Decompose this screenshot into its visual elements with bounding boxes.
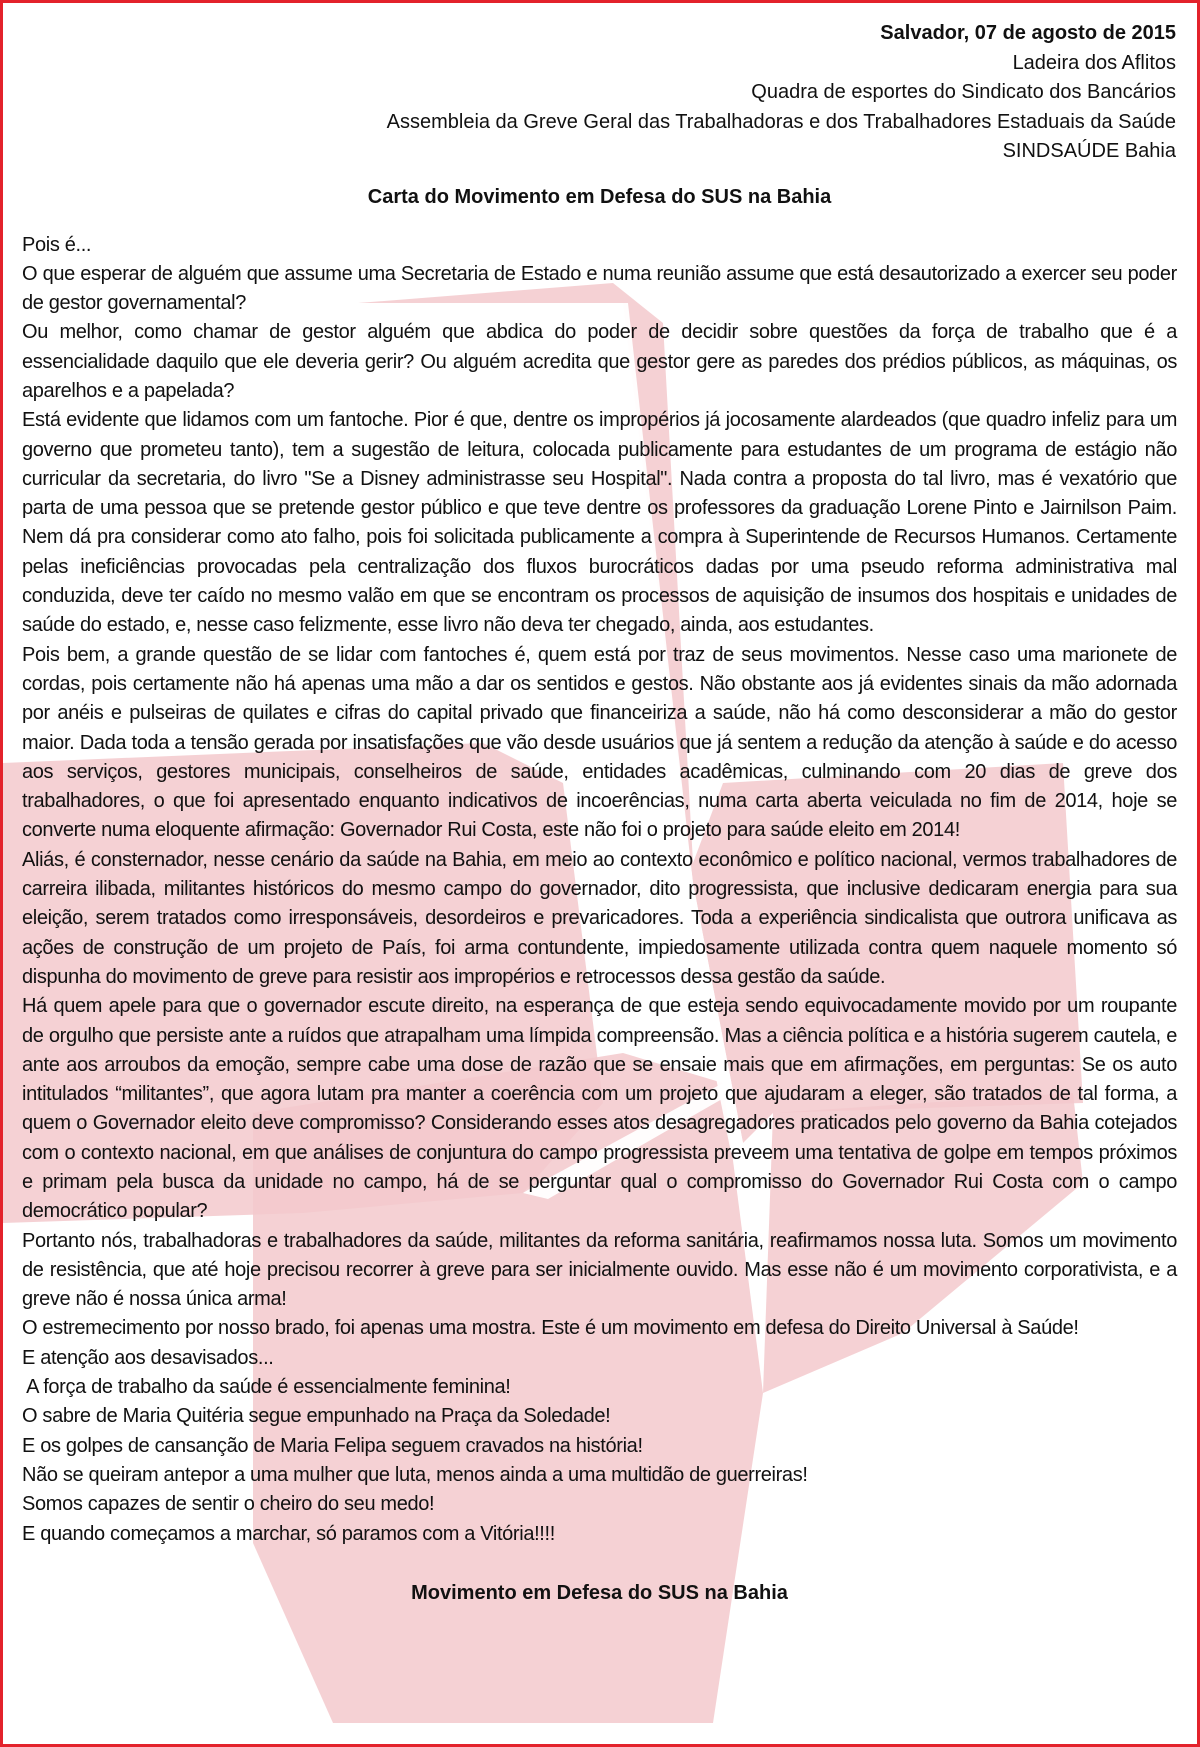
paragraph: O estremecimento por nosso brado, foi apenas uma mostra. Este é um movimento em defesa do Direito Universal à Saúde! xyxy=(22,1317,1079,1340)
paragraph: A força de trabalho da saúde é essencialmente feminina! xyxy=(22,1376,511,1399)
paragraph: Está evidente que lidamos com um fantoche. Pior é que, dentre os impropérios já jocosamente alardeados (que quadro infeliz para um governo que prometeu tanto), tem a sugestão de leitura, colocada publicamente para estudantes de um programa de estágio não curricular da secretaria, do livro "Se a Disney administrasse seu Hospital". Nada contra a proposta do tal livro, mas é vexatório que parta de uma pessoa que se pretende gestor público e que teve dentre os professores da graduação Lorene Pinto e Jairnilson Paim. Nem dá pra considerar como ato falho, pois foi solicitada publicamente a compra à Superintende de Recursos Humanos. Certamente pelas ineficiências provocadas pela centralização dos fluxos burocráticos dadas por uma pseudo reforma administrativa mal conduzida, deve ter caído no mesmo valão em que se encontram os processos de aquisição de insumos dos hospitais e unidades de saúde do estado, e, nesse caso felizmente, esse livro não deva ter chegado, ainda, aos estudantes. xyxy=(22,409,1177,637)
paragraph: Portanto nós, trabalhadoras e trabalhadores da saúde, militantes da reforma sanitária, reafirmamos nossa luta. Somos um movimento de resistência, que até hoje precisou recorrer à greve para ser inicialmente ouvido. Mas esse não é um movimento corporativista, e a greve não é nossa única arma! xyxy=(22,1229,1177,1311)
header-line-assembly: Assembleia da Greve Geral das Trabalhadoras e dos Trabalhadores Estaduais da Saúde xyxy=(386,110,1176,133)
letter-header xyxy=(22,19,1176,167)
letter-signature: Movimento em Defesa do SUS na Bahia xyxy=(411,1581,788,1604)
paragraph: Somos capazes de sentir o cheiro do seu medo! xyxy=(22,1493,435,1516)
letter-content xyxy=(3,3,1197,1607)
date-line: Salvador, 07 de agosto de 2015 xyxy=(880,22,1176,44)
paragraph: Pois é... xyxy=(22,233,92,256)
paragraph: E atenção aos desavisados... xyxy=(22,1346,274,1369)
paragraph: O sabre de Maria Quitéria segue empunhado na Praça da Soledade! xyxy=(22,1405,611,1428)
paragraph: Não se queiram antepor a uma mulher que luta, menos ainda a uma multidão de guerreiras! xyxy=(22,1463,808,1486)
paragraph: O que esperar de alguém que assume uma Secretaria de Estado e numa reunião assume que está desautorizado a exercer seu poder de gestor governamental? xyxy=(22,262,1177,315)
paragraph: Ou melhor, como chamar de gestor alguém que abdica do poder de decidir sobre questões da força de trabalho que é a essencialidade daquilo que ele deveria gerir? Ou alguém acredita que gestor gere as paredes dos prédios públicos, as máquinas, os aparelhos e a papelada? xyxy=(22,321,1177,402)
paragraph: E quando começamos a marchar, só paramos com a Vitória!!!! xyxy=(22,1522,555,1545)
letter-title: Carta do Movimento em Defesa do SUS na Bahia xyxy=(367,185,832,208)
paragraph: Pois bem, a grande questão de se lidar com fantoches é, quem está por traz de seus movimentos. Nesse caso uma marionete de cordas, pois certamente não há apenas uma mão a dar os sentidos e gestos. Não obstante aos já evidentes sinais da mão adornada por anéis e pulseiras de quilates e cifras do capital privado que financeiriza a saúde, não há como desconsiderar a mão do gestor maior. Dada toda a tensão gerada por insatisfações que vão desde usuários que já sentem a redução da atenção à saúde e do acesso aos serviços, gestores municipais, conselheiros de saúde, entidades acadêmicas, culminando com 20 dias de greve dos trabalhadores, o que foi apresentado enquanto indicativos de incoerências, numa carta aberta veiculada no fim de 2014, hoje se converte numa eloquente afirmação: Governador Rui Costa, este não foi o projeto para saúde eleito em 2014! xyxy=(22,643,1177,842)
paragraph: E os golpes de cansanção de Maria Felipa seguem cravados na história! xyxy=(22,1434,643,1457)
header-line-location: Ladeira dos Aflitos xyxy=(1012,51,1176,74)
paragraph: Há quem apele para que o governador escute direito, na esperança de que esteja sendo equivocadamente movido por um roupante de orgulho que persiste ante a ruídos que atrapalham uma límpida compreensão. Mas a ciência política e a história sugerem cautela, e ante aos arroubos da emoção, sempre cabe uma dose de razão que se ensaie mais que em afirmações, em perguntas: Se os auto intitulados “militantes”, que agora lutam pra manter a coerência com um projeto que ajudaram a eleger, são tratados de tal forma, a quem o Governador eleito deve compromisso? Considerando esses atos desagregadores praticados pelo governo da Bahia cotejados com o contexto nacional, em que análises de conjuntura do campo progressista preveem uma tentativa de golpe em tempos próximos e primam pela busca da unidade no campo, há de se perguntar qual o compromisso do Governador Rui Costa com o campo democrático popular? xyxy=(22,995,1177,1223)
header-line-union: SINDSAÚDE Bahia xyxy=(1002,140,1176,162)
paragraph: Aliás, é consternador, nesse cenário da saúde na Bahia, em meio ao contexto econômico e político nacional, vermos trabalhadores de carreira ilibada, militantes históricos do mesmo campo do governador, dito progressista, que inclusive dedicaram energia para sua eleição, serem tratados como irresponsáveis, desordeiros e prevaricadores. Toda a experiência sindicalista que outrora unificava as ações de construção de um projeto de País, foi arma contundente, impiedosamente utilizada contra quem naquele momento só dispunha do movimento de greve para resistir aos impropérios e retrocessos dessa gestão da saúde. xyxy=(22,848,1177,988)
header-line-venue: Quadra de esportes do Sindicato dos Bancários xyxy=(751,81,1176,103)
letter-body xyxy=(22,231,1177,1549)
